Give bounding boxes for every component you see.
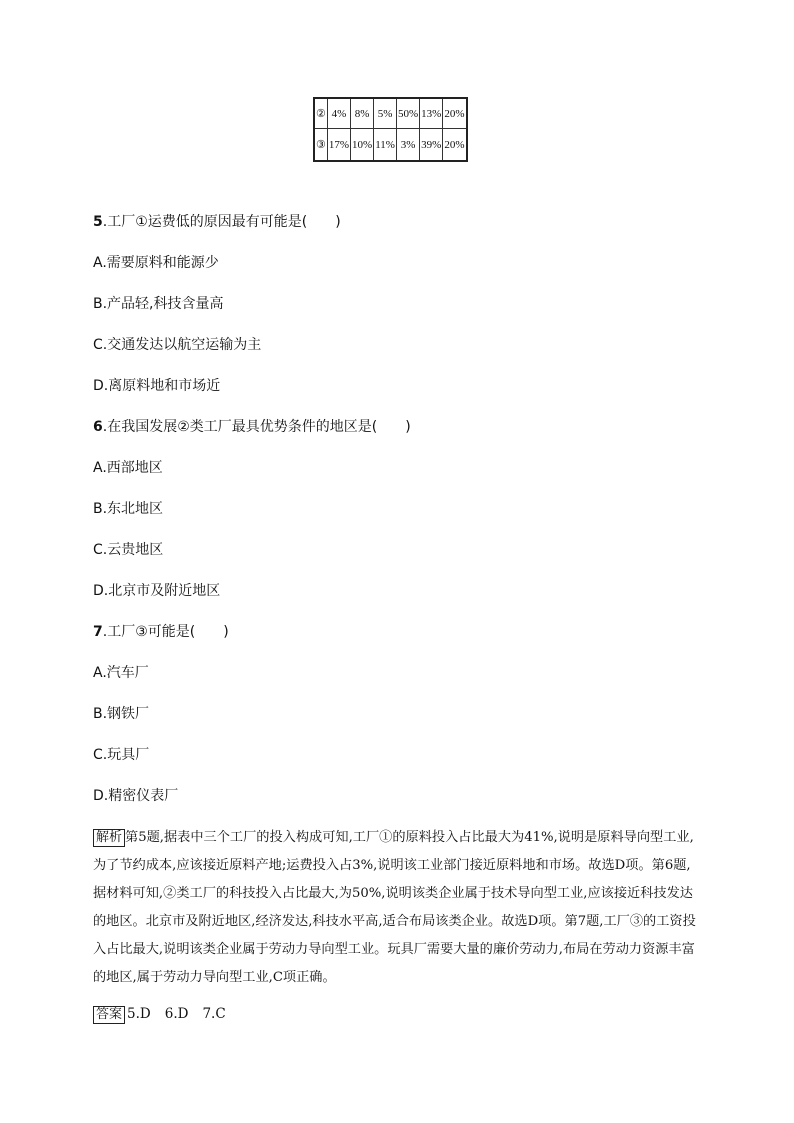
table-cell: 5% [374, 98, 397, 129]
table-cell: 50% [396, 98, 419, 129]
question-text: .在我国发展②类工厂最具优势条件的地区是( ) [102, 419, 411, 435]
option-5a: A.需要原料和能源少 [93, 255, 219, 271]
table-cell: 8% [351, 98, 374, 129]
analysis-label: 解析 [93, 829, 125, 847]
question-number: 7 [93, 624, 103, 640]
answer-value: 5.D [127, 1006, 151, 1022]
option-5b: B.产品轻,科技含量高 [93, 296, 224, 312]
table-cell: ③ [314, 129, 327, 162]
table-cell: 20% [443, 98, 467, 129]
answer-block [93, 1005, 240, 1024]
question-5 [93, 213, 341, 231]
option-6b: B.东北地区 [93, 501, 164, 517]
table-cell: 3% [396, 129, 419, 162]
option-7b: B.钢铁厂 [93, 706, 150, 722]
analysis-text: 第5题,据表中三个工厂的投入构成可知,工厂①的原料投入占比最大为41%,说明是原料导向型工业,为了节约成本,应该接近原料产地;运费投入占3%,说明该工业部门接近原料地和市场。故选D项。第6题,据材料可知,②类工厂的科技投入占比最大,为50%,说明该类企业属于技术导向型工业,应该接近科技发达的地区。北京市及附近地区,经济发达,科技水平高,适合布局该类企业。故选D项。第7题,工厂③的工资投入占比最大,说明该类企业属于劳动力导向型工业。玩具厂需要大量的廉价劳动力,布局在劳动力资源丰富的地区,属于劳动力导向型工业,C项正确。 [93, 830, 696, 985]
input-composition-table [313, 97, 468, 162]
table-cell: 39% [420, 129, 443, 162]
option-5c: C.交通发达以航空运输为主 [93, 337, 262, 353]
table-cell: 17% [327, 129, 350, 162]
analysis-block [93, 824, 703, 992]
table-row [314, 129, 467, 162]
option-6d: D.北京市及附近地区 [93, 583, 221, 599]
table-cell: 13% [420, 98, 443, 129]
option-7a: A.汽车厂 [93, 665, 149, 681]
question-text: .工厂①运费低的原因最有可能是( ) [102, 214, 341, 230]
answer-value: 6.D [164, 1006, 189, 1022]
option-6c: C.云贵地区 [93, 542, 164, 558]
answer-label: 答案 [93, 1006, 125, 1024]
table-row [314, 98, 467, 129]
question-text: .工厂③可能是( ) [102, 624, 229, 640]
question-number: 6 [93, 419, 103, 435]
question-number: 5 [93, 214, 103, 230]
option-5d: D.离原料地和市场近 [93, 378, 221, 394]
table-cell: 4% [327, 98, 350, 129]
question-7 [93, 623, 229, 641]
table-cell: 10% [351, 129, 374, 162]
option-6a: A.西部地区 [93, 460, 163, 476]
question-6 [93, 418, 411, 436]
table-cell: 11% [374, 129, 397, 162]
table-cell: 20% [443, 129, 467, 162]
option-7d: D.精密仪表厂 [93, 788, 179, 804]
answer-value: 7.C [202, 1006, 226, 1022]
option-7c: C.玩具厂 [93, 747, 150, 763]
table-cell: ② [314, 98, 327, 129]
